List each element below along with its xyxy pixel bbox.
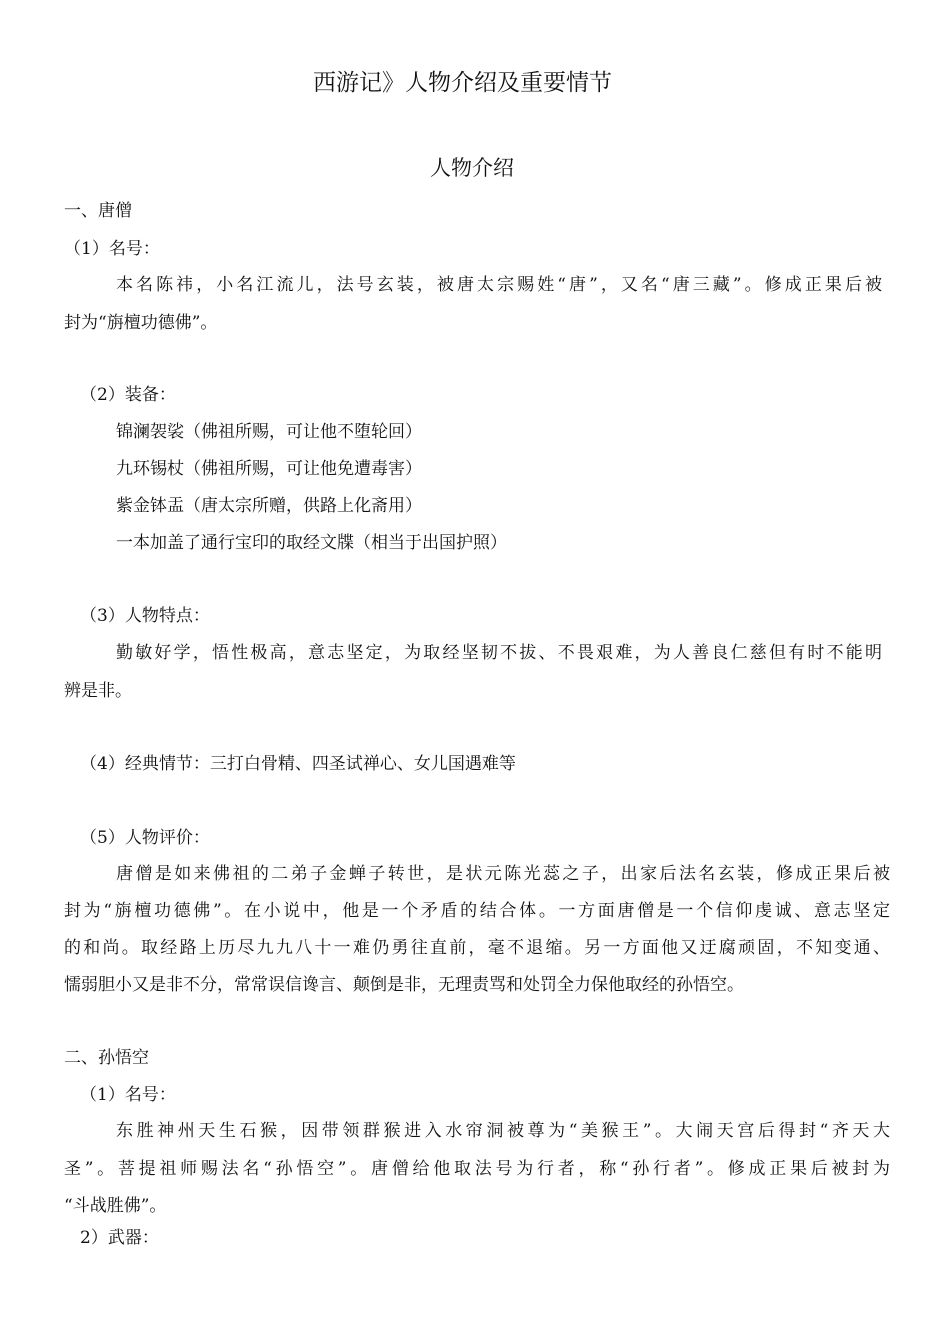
name-text-line: 封为“旃檀功德佛”。 — [64, 313, 218, 333]
equipment-item: 锦澜袈裟（佛祖所赐，可让他不堕轮回） — [116, 422, 422, 442]
name-label: （1）名号： — [80, 1085, 176, 1105]
section-heading-tangseng: 一、唐僧 — [64, 201, 132, 221]
section-heading-sunwukong: 二、孙悟空 — [64, 1048, 149, 1068]
evaluation-text-line: 唐僧是如来佛祖的二弟子金蝉子转世，是状元陈光蕊之子，出家后法名玄装，修成正果后被 — [116, 864, 890, 884]
evaluation-text-line: 封为“旃檀功德佛”。在小说中，他是一个矛盾的结合体。一方面唐僧是一个信仰虔诚、意志坚定 — [64, 901, 890, 921]
traits-label: （3）人物特点： — [80, 606, 210, 626]
classic-plots: （4）经典情节：三打白骨精、四圣试禅心、女儿国遇难等 — [80, 754, 516, 774]
name-text-line: 圣”。菩提祖师赐法名“孙悟空”。唐僧给他取法号为行者，称“孙行者”。修成正果后被封为 — [64, 1159, 890, 1179]
traits-text-line: 辨是非。 — [64, 681, 132, 701]
section-title: 人物介绍 — [430, 156, 514, 180]
equipment-item: 一本加盖了通行宝印的取经文牒（相当于出国护照） — [116, 533, 507, 553]
weapon-label: 2）武器： — [80, 1228, 159, 1248]
evaluation-label: （5）人物评价： — [80, 828, 210, 848]
name-label: （1）名号： — [64, 239, 160, 259]
evaluation-text-line: 懦弱胆小又是非不分，常常误信谗言、颠倒是非，无理责骂和处罚全力保他取经的孙悟空。 — [64, 975, 744, 995]
name-text-line: “斗战胜佛”。 — [64, 1196, 167, 1216]
name-text-line: 东胜神州天生石猴，因带领群猴进入水帘洞被尊为“美猴王”。大闹天宫后得封“齐天大 — [116, 1121, 890, 1141]
equipment-item: 紫金钵盂（唐太宗所赠，供路上化斋用） — [116, 496, 422, 516]
equipment-label: （2）装备： — [80, 385, 176, 405]
page-title: 西游记》人物介绍及重要情节 — [313, 70, 612, 96]
equipment-item: 九环锡杖（佛祖所赐，可让他免遭毒害） — [116, 459, 422, 479]
traits-text-line: 勤敏好学，悟性极高，意志坚定，为取经坚韧不拔、不畏艰难，为人善良仁慈但有时不能明 — [116, 643, 882, 663]
name-text-line: 本名陈祎，小名江流儿，法号玄装，被唐太宗赐姓“唐”，又名“唐三藏”。修成正果后被 — [116, 275, 882, 295]
evaluation-text-line: 的和尚。取经路上历尽九九八十一难仍勇往直前，毫不退缩。另一方面他又迂腐顽固，不知变通、 — [64, 938, 890, 958]
